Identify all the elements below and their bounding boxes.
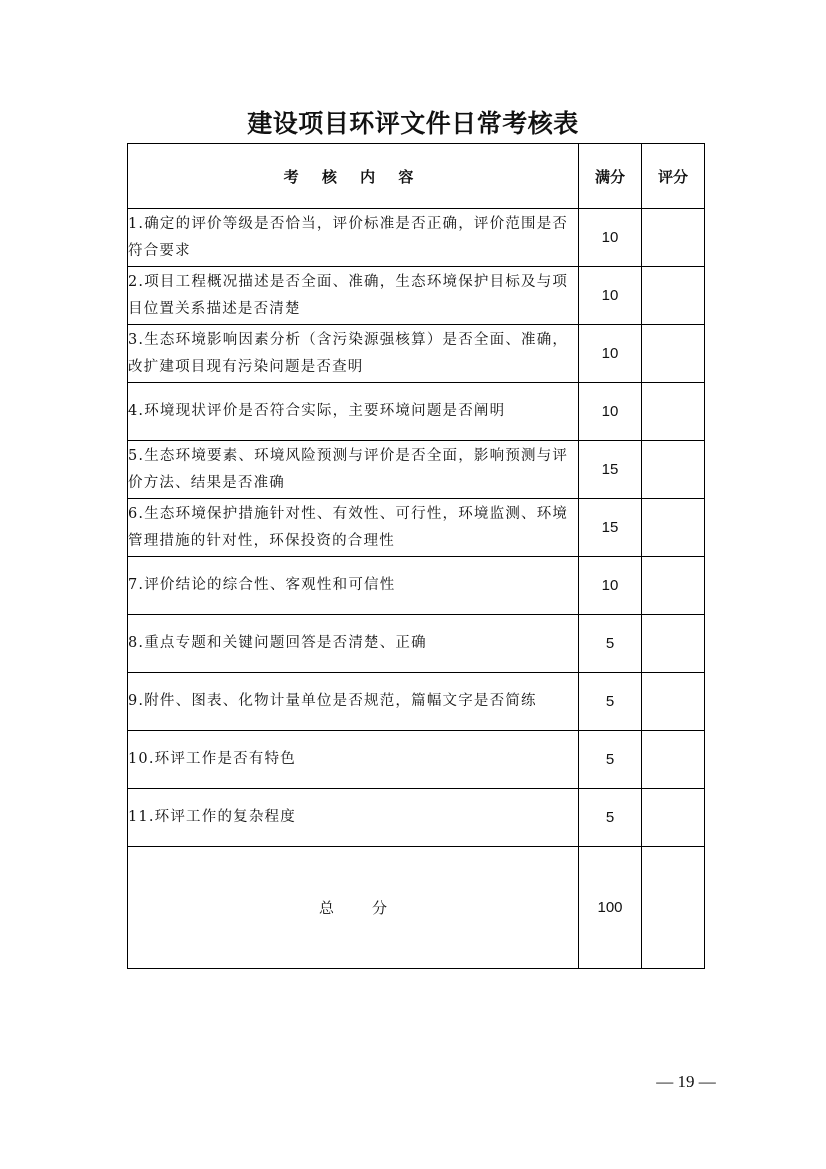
- row-content: 8.重点专题和关键问题回答是否清楚、正确: [128, 615, 579, 673]
- table-row: [128, 267, 705, 325]
- table-row: [128, 209, 705, 267]
- table-row: [128, 441, 705, 499]
- row-content: 6.生态环境保护措施针对性、有效性、可行性，环境监测、环境管理措施的针对性，环保投资的合理性: [128, 499, 579, 557]
- page-number: — 19 —: [656, 1072, 716, 1091]
- row-score-cell[interactable]: [642, 209, 705, 267]
- row-score-cell[interactable]: [642, 267, 705, 325]
- row-content: 3.生态环境影响因素分析（含污染源强核算）是否全面、准确，改扩建项目现有污染问题是否查明: [128, 325, 579, 383]
- row-full-score: 10: [579, 267, 642, 325]
- row-full-score: 15: [579, 499, 642, 557]
- table-row: [128, 615, 705, 673]
- row-content: 2.项目工程概况描述是否全面、准确，生态环境保护目标及与项目位置关系描述是否清楚: [128, 267, 579, 325]
- row-score-cell[interactable]: [642, 789, 705, 847]
- row-score-cell[interactable]: [642, 557, 705, 615]
- table-header-row: [128, 144, 705, 209]
- row-content: 5.生态环境要素、环境风险预测与评价是否全面，影响预测与评价方法、结果是否准确: [128, 441, 579, 499]
- row-score-cell[interactable]: [642, 615, 705, 673]
- row-content: 10.环评工作是否有特色: [128, 731, 579, 789]
- total-score-cell[interactable]: [642, 847, 705, 969]
- row-full-score: 10: [579, 325, 642, 383]
- total-label: [128, 847, 579, 969]
- table-row: [128, 499, 705, 557]
- row-full-score: 5: [579, 731, 642, 789]
- row-content: 11.环评工作的复杂程度: [128, 789, 579, 847]
- row-content: 7.评价结论的综合性、客观性和可信性: [128, 557, 579, 615]
- row-full-score: 10: [579, 557, 642, 615]
- table-row: [128, 325, 705, 383]
- row-score-cell[interactable]: [642, 441, 705, 499]
- row-full-score: 10: [579, 383, 642, 441]
- total-full-score: 100: [579, 847, 642, 969]
- table-row: [128, 789, 705, 847]
- row-full-score: 10: [579, 209, 642, 267]
- header-full-score: 满分: [579, 144, 642, 209]
- total-label-left: 总: [318, 899, 334, 917]
- row-full-score: 5: [579, 673, 642, 731]
- row-content: 1.确定的评价等级是否恰当，评价标准是否正确，评价范围是否符合要求: [128, 209, 579, 267]
- page-title: 建设项目环评文件日常考核表: [247, 109, 579, 138]
- header-score: 评分: [642, 144, 705, 209]
- row-score-cell[interactable]: [642, 383, 705, 441]
- total-row: [128, 847, 705, 969]
- table-row: [128, 557, 705, 615]
- row-score-cell[interactable]: [642, 731, 705, 789]
- table-row: [128, 673, 705, 731]
- row-full-score: 5: [579, 615, 642, 673]
- total-label-right: 分: [372, 899, 388, 917]
- row-content: 9.附件、图表、化物计量单位是否规范，篇幅文字是否简练: [128, 673, 579, 731]
- table-row: [128, 383, 705, 441]
- table-row: [128, 731, 705, 789]
- row-content: 4.环境现状评价是否符合实际，主要环境问题是否阐明: [128, 383, 579, 441]
- row-score-cell[interactable]: [642, 325, 705, 383]
- header-content: 考 核 内 容: [128, 144, 579, 209]
- row-full-score: 5: [579, 789, 642, 847]
- assessment-table: [127, 143, 705, 969]
- row-score-cell[interactable]: [642, 673, 705, 731]
- row-full-score: 15: [579, 441, 642, 499]
- row-score-cell[interactable]: [642, 499, 705, 557]
